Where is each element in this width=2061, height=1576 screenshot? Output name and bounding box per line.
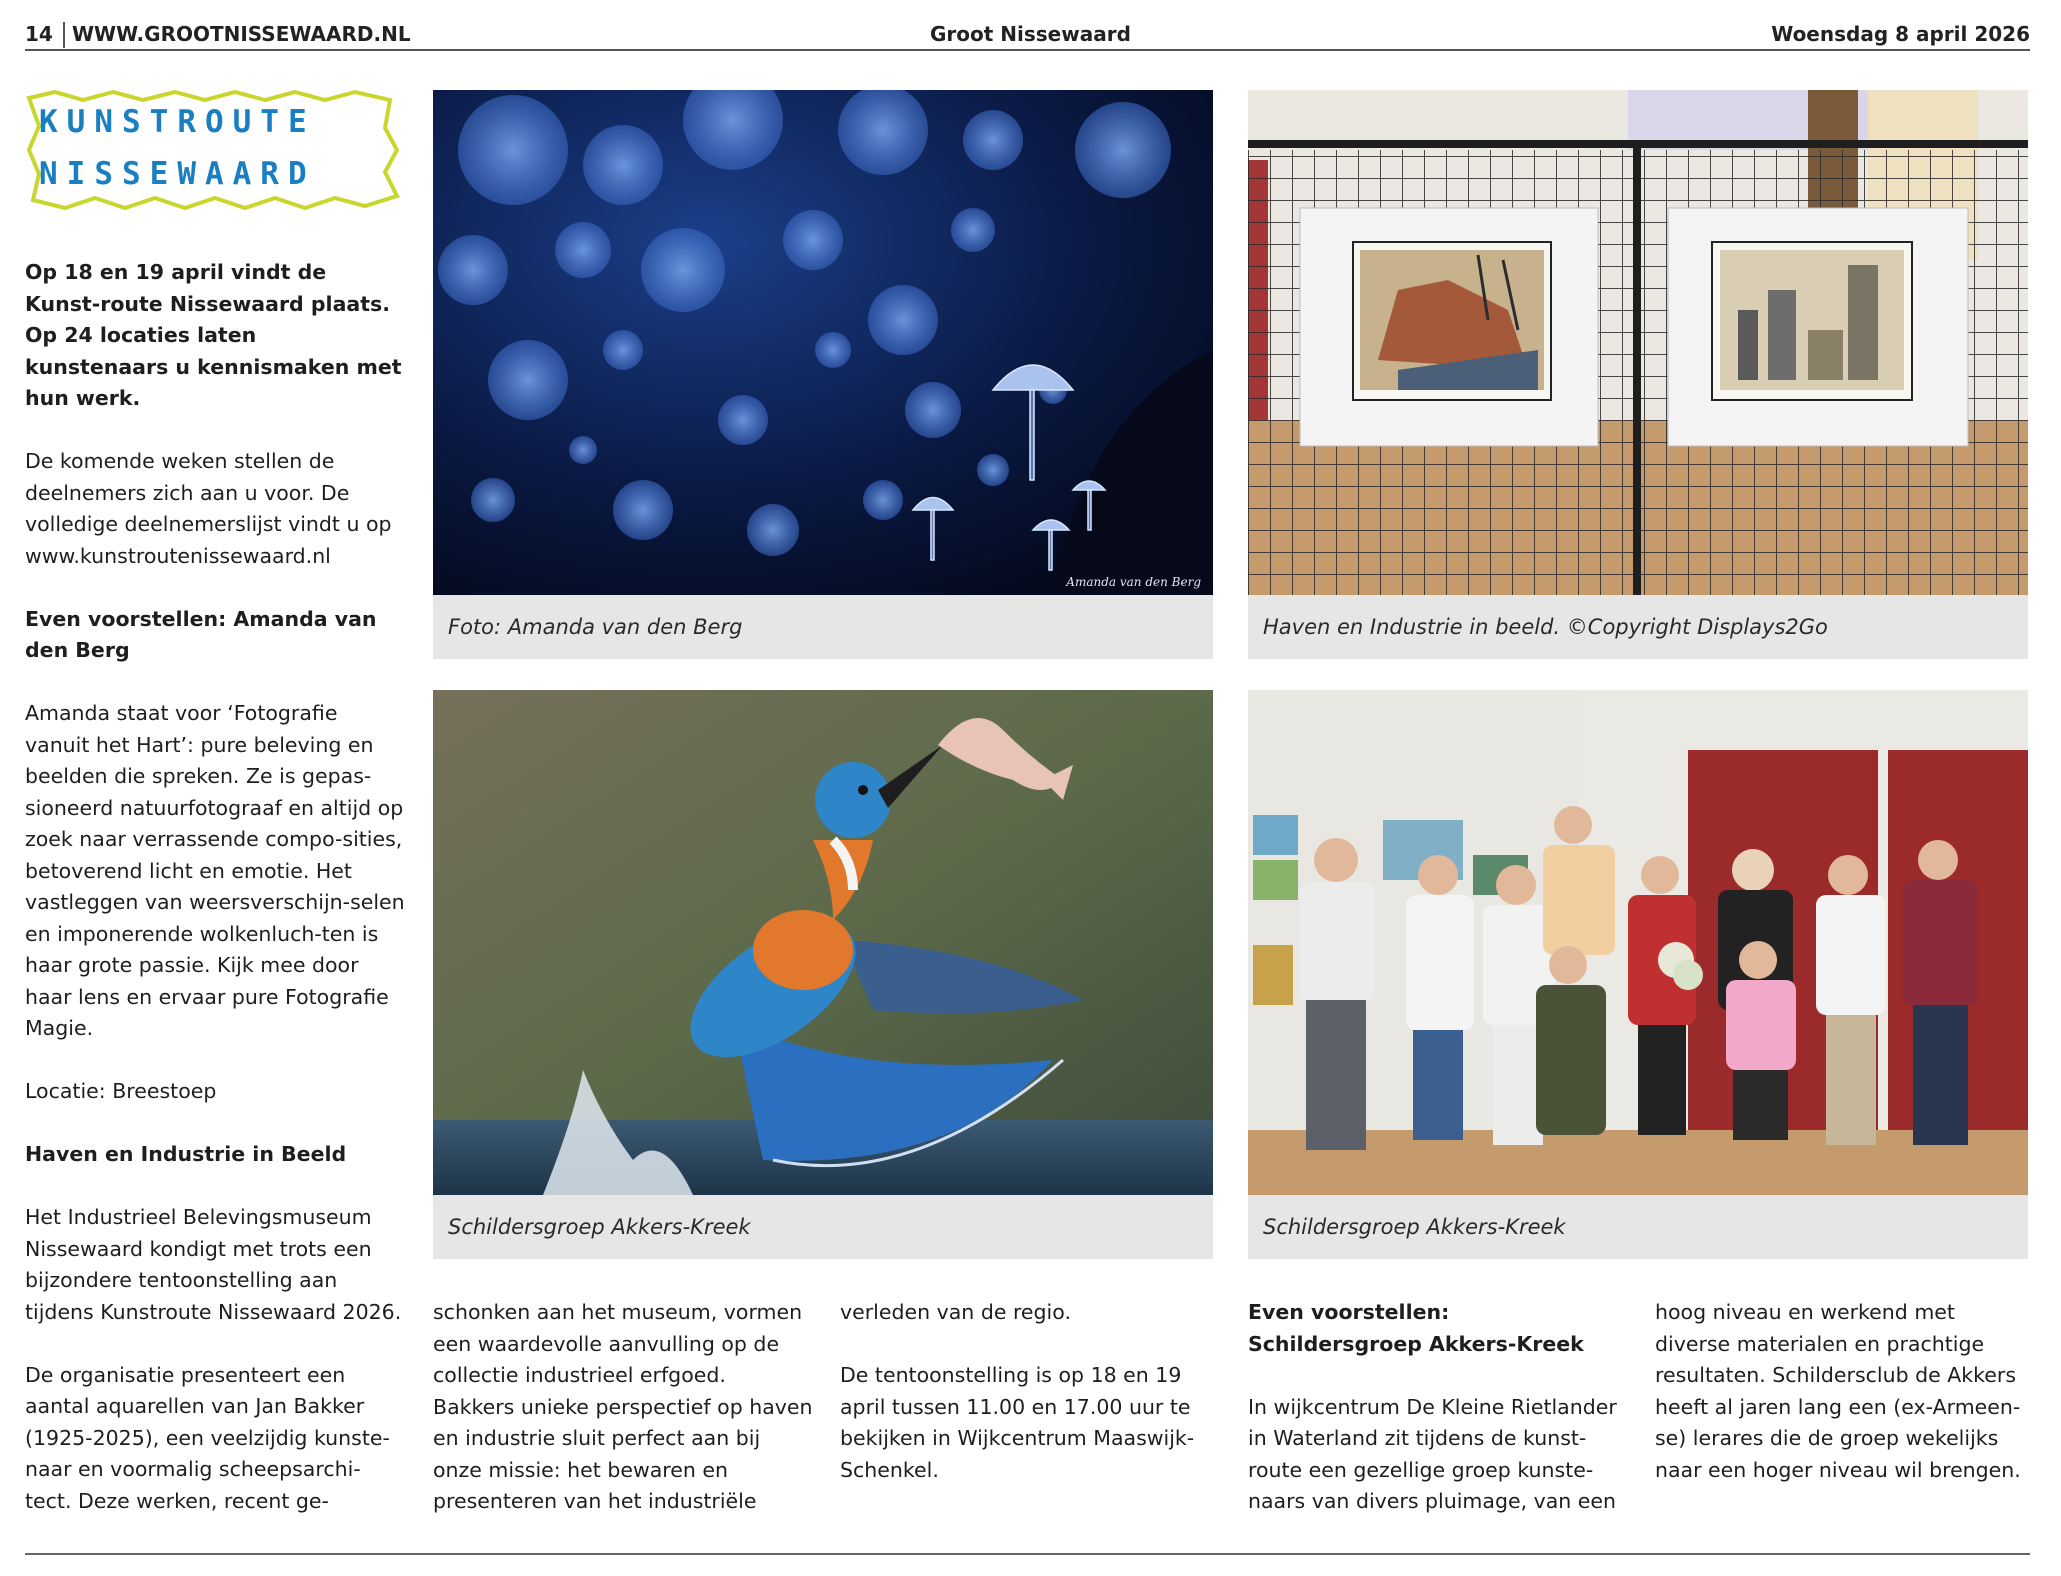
footer-rule: [25, 1553, 2030, 1555]
publication-name: Groot Nissewaard: [930, 22, 1131, 46]
paragraph-organisatie: De organisatie presenteert een aantal aquarellen van Jan Bakker (1925-2025), een veelzijdig kunste-naar en voormalig scheepsarchi-tect. Deze werken, recent ge-: [25, 1362, 390, 1513]
intro-text: Op 18 en 19 april vindt de Kunst-route Nissewaard plaats. Op 24 locaties laten kunstenaars u kennismaken met hun werk.: [25, 260, 402, 410]
photo-kingfisher-painting: [433, 690, 1213, 1195]
paragraph-continued-museum: schonken aan het museum, vormen een waardevolle aanvulling op de collectie industrieel erfgoed. Bakkers unieke perspectief op haven en industrie sluit perfect aan bij onze missie: het bewaren en presenteren van het industriële: [433, 1300, 813, 1513]
caption-photo-2: Haven en Industrie in beeld. ©Copyright Displays2Go: [1248, 595, 2028, 659]
paragraph-intro: De komende weken stellen de deelnemers zich aan u voor. De volledige deelnemerslijst vindt u op www.kunstroutenissewaard.nl: [25, 449, 392, 568]
paragraph-museum: Het Industrieel Belevingsmuseum Nissewaard kondigt met trots een bijzondere tentoonstelling aan tijdens Kunstroute Nissewaard 2026.: [25, 1205, 402, 1324]
caption-photo-3: Schildersgroep Akkers-Kreek: [433, 1195, 1213, 1259]
article-column-2: [433, 1297, 813, 1549]
paragraph-niveau: hoog niveau en werkend met diverse materialen en prachtige resultaten. Schildersclub de Akkers heeft al jaren lang een (ex-Armeen-se) lerares die de groep wekelijks naar een hoger niveau wil brengen.: [1655, 1300, 2021, 1482]
caption-photo-1: Foto: Amanda van den Berg: [433, 595, 1213, 659]
paragraph-tentoonstelling: De tentoonstelling is op 18 en 19 april tussen 11.00 en 17.00 uur te bekijken in Wijkcentrum Maaswijk-Schenkel.: [840, 1363, 1195, 1482]
issue-date: Woensdag 8 april 2026: [1771, 22, 2030, 46]
photographer-signature: Amanda van den Berg: [1066, 575, 1201, 589]
paragraph-location: Locatie: Breestoep: [25, 1079, 217, 1103]
article-column-5: [1655, 1297, 2035, 1518]
paragraph-amanda: Amanda staat voor ‘Fotografie vanuit het Hart’: pure beleving en beelden die spreken. Ze is gepas-sioneerd natuurfotograaf en altijd op zoek naar verrassende compo-sities, betoverend licht en emotie. Het vastleggen van weersverschijn-selen en imponerende wolkenluch-ten is haar grote passie. Kijk mee door haar lens en ervaar pure Fotografie Magie.: [25, 701, 405, 1040]
kunstroute-logo: [25, 88, 400, 213]
article-column-3: [840, 1297, 1220, 1518]
photo-exhibition: [1248, 90, 2028, 595]
heading-haven: Haven en Industrie in Beeld: [25, 1142, 347, 1166]
heading-schildersgroep: Even voorstellen: Schildersgroep Akkers-Kreek: [1248, 1300, 1584, 1356]
logo-line1: KUNSTROUTE: [39, 104, 316, 140]
article-column-4: [1248, 1297, 1628, 1549]
page-number: 14: [25, 22, 53, 46]
caption-photo-4: Schildersgroep Akkers-Kreek: [1248, 1195, 2028, 1259]
heading-amanda: Even voorstellen: Amanda van den Berg: [25, 606, 377, 662]
logo-line2: NISSEWAARD: [39, 156, 316, 192]
paragraph-wijkcentrum: In wijkcentrum De Kleine Rietlander in Waterland zit tijdens de kunst-route een gezellige groep kunste-naars van divers pluimage, van een: [1248, 1394, 1617, 1513]
header-separator: [63, 22, 65, 48]
paragraph-verleden: verleden van de regio.: [840, 1300, 1071, 1324]
photo-group-akkers-kreek: [1248, 690, 2028, 1195]
photo-mushrooms: [433, 90, 1213, 595]
header-rule: [25, 49, 2030, 51]
website-url[interactable]: WWW.GROOTNISSEWAARD.NL: [72, 22, 411, 46]
article-column-1: [25, 257, 405, 1549]
